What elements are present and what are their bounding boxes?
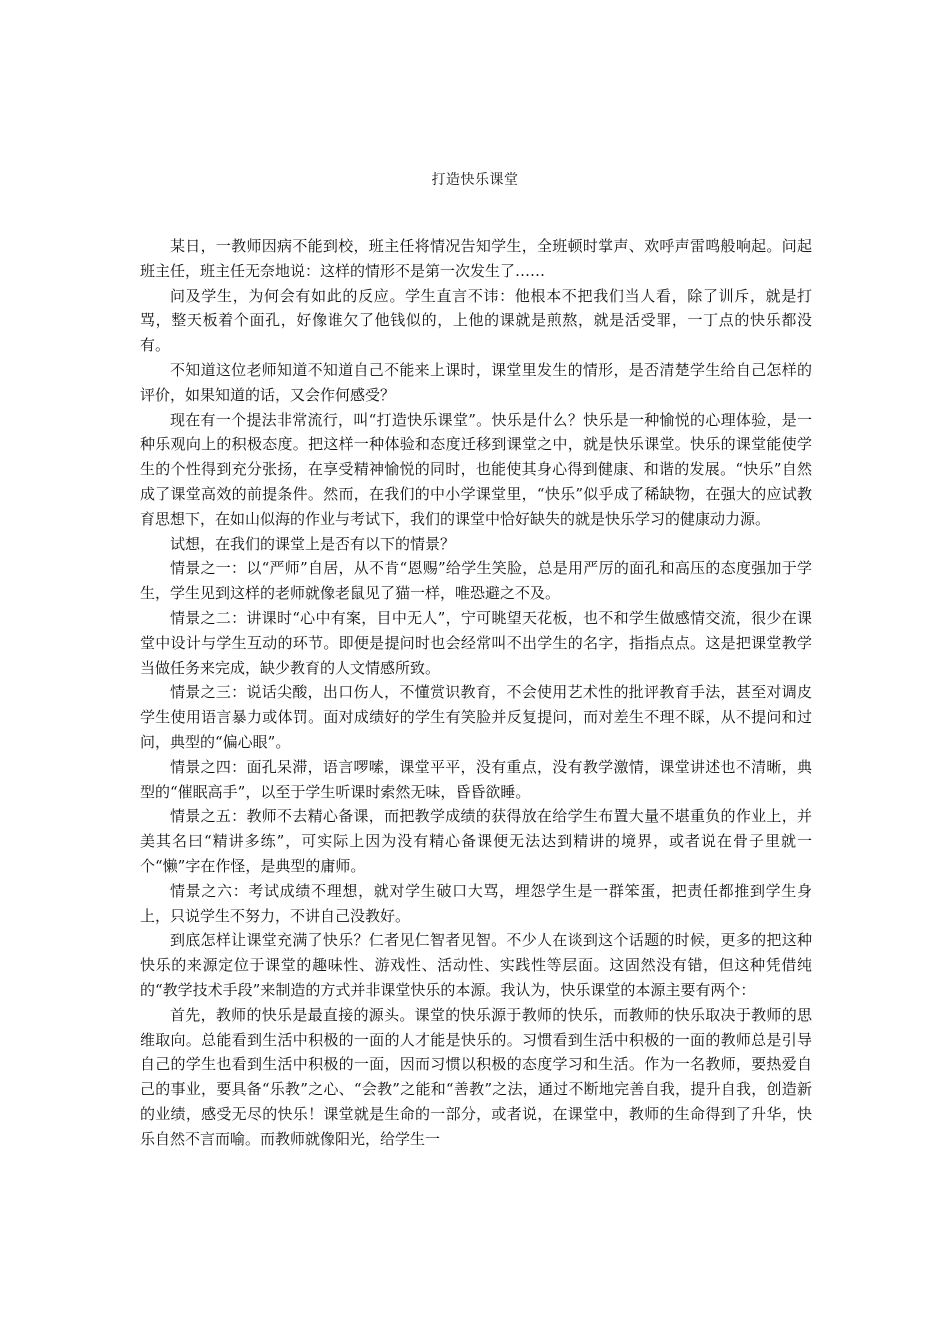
paragraph: 首先，教师的快乐是最直接的源头。课堂的快乐源于教师的快乐，而教师的快乐取决于教师的思维取向。总能看到生活中积极的一面的人才能是快乐的。习惯看到生活中积极的一面的教师总是引导自己的学生也看到生活中积极的一面，因而习惯以积极的态度学习和生活。作为一名教师，要热爱自己的事业，要具备“乐教”之心、“会教”之能和“善教”之法，通过不断地完善自我，提升自我，创造新的业绩，感受无尽的快乐！课堂就是生命的一部分，或者说，在课堂中，教师的生命得到了升华，快乐自然不言而喻。而教师就像阳光，给学生一 xyxy=(140,1005,812,1148)
paragraph: 情景之一：以“严师”自居，从不肯“恩赐”给学生笑脸，总是用严厉的面孔和高压的态度强加于学生，学生见到这样的老师就像老鼠见了猫一样，唯恐避之不及。 xyxy=(140,559,812,603)
paragraph: 情景之四：面孔呆滞，语言啰嗦，课堂平平，没有重点，没有教学激情，课堂讲述也不清晰，典型的“催眠高手”，以至于学生听课时索然无味，昏昏欲睡。 xyxy=(140,757,812,801)
paragraph: 某日，一教师因病不能到校，班主任将情况告知学生，全班顿时掌声、欢呼声雷鸣般响起。问起班主任，班主任无奈地说：这样的情形不是第一次发生了…… xyxy=(140,237,812,280)
paragraph: 情景之二：讲课时“心中有案，目中无人”，宁可眺望天花板，也不和学生做感情交流，很少在课堂中设计与学生互动的环节。即便是提问时也会经常叫不出学生的名字，指指点点。这是把课堂教学当做任务来完成，缺少教育的人文情感所致。 xyxy=(140,608,812,677)
document-title: 打造快乐课堂 xyxy=(431,172,519,188)
paragraph: 现在有一个提法非常流行，叫“打造快乐课堂”。快乐是什么？快乐是一种愉悦的心理体验，是一种乐观向上的积极态度。把这样一种体验和态度迁移到课堂之中，就是快乐课堂。快乐的课堂能使学生的个性得到充分张扬，在享受精神愉悦的同时，也能使其身心得到健康、和谐的发展。“快乐”自然成了课堂高效的前提条件。然而，在我们的中小学课堂里，“快乐”似乎成了稀缺物，在强大的应试教育思想下，在如山似海的作业与考试下，我们的课堂中恰好缺失的就是快乐学习的健康动力源。 xyxy=(140,410,812,528)
paragraph: 到底怎样让课堂充满了快乐？仁者见仁智者见智。不少人在谈到这个话题的时候，更多的把这种快乐的来源定位于课堂的趣味性、游戏性、活动性、实践性等层面。这固然没有错，但这种凭借纯的“教学技术手段”来制造的方式并非课堂快乐的本源。我认为，快乐课堂的本源主要有两个： xyxy=(140,931,812,999)
paragraph: 情景之六：考试成绩不理想，就对学生破口大骂，埋怨学生是一群笨蛋，把责任都推到学生身上，只说学生不努力，不讲自己没教好。 xyxy=(140,881,812,925)
paragraph: 不知道这位老师知道不知道自己不能来上课时，课堂里发生的情形，是否清楚学生给自己怎样的评价，如果知道的话，又会作何感受？ xyxy=(140,360,812,404)
document-body xyxy=(140,234,812,1151)
paragraph: 试想，在我们的课堂上是否有以下的情景？ xyxy=(170,534,456,553)
paragraph: 问及学生，为何会有如此的反应。学生直言不讳：他根本不把我们当人看，除了训斥，就是打骂，整天板着个面孔，好像谁欠了他钱似的，上他的课就是煎熬，就是活受罪，一丁点的快乐都没有。 xyxy=(140,286,812,355)
paragraph: 情景之三：说话尖酸，出口伤人，不懂赏识教育，不会使用艺术性的批评教育手法，甚至对调皮学生使用语言暴力或体罚。面对成绩好的学生有笑脸并反复提问，而对差生不理不睬，从不提问和过问，典型的“偏心眼”。 xyxy=(140,683,812,751)
paragraph: 情景之五：教师不去精心备课，而把教学成绩的获得放在给学生布置大量不堪重负的作业上，并美其名曰“精讲多练”，可实际上因为没有精心备课便无法达到精讲的境界，或者说在骨子里就一个“懒”字在作怪，是典型的庸师。 xyxy=(140,807,812,875)
